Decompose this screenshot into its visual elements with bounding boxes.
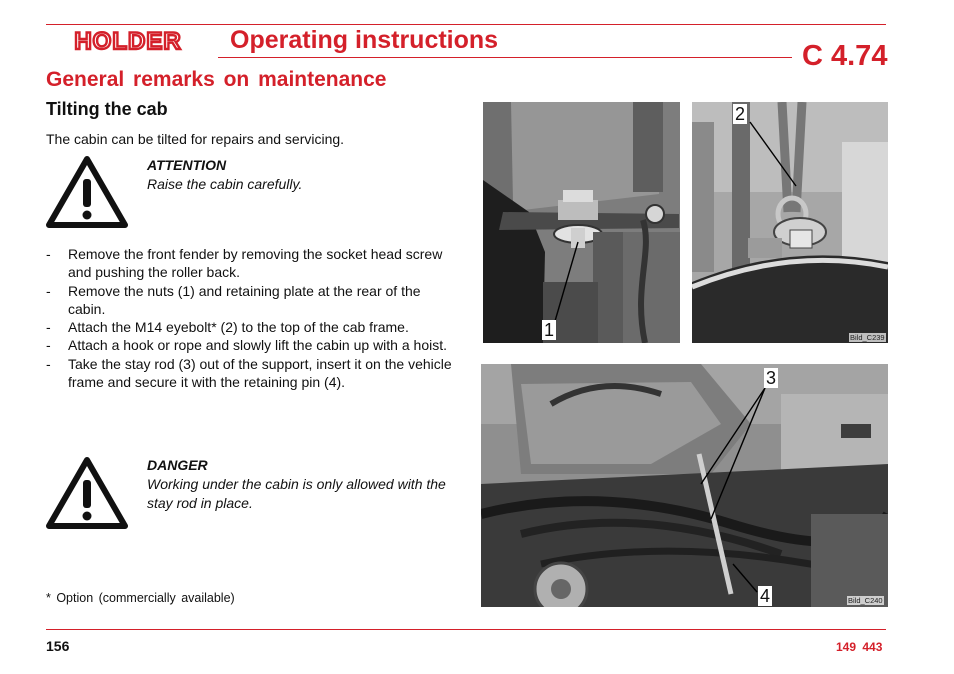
list-item (46, 336, 456, 354)
callout-leader-line (692, 102, 888, 343)
subsection-title: Tilting the cab (46, 99, 168, 119)
step-text: Remove the nuts (1) and retaining plate at the rear of the cabin. (68, 282, 421, 317)
footer-rule (46, 629, 886, 630)
photo-tilted-cab-stay-rod (481, 364, 888, 607)
list-marker: - (46, 282, 51, 299)
attention-heading: ATTENTION (147, 157, 227, 173)
chapter-code: C 4.74 (802, 40, 888, 72)
section-title: General remarks on maintenance (46, 68, 387, 91)
list-marker: - (46, 246, 51, 262)
step-text: Attach a hook or rope and slowly lift the cabin up with a hoist. (68, 337, 447, 354)
document-number: 149 443 (836, 640, 883, 654)
photo-id-label: Bild_C239 (850, 333, 885, 342)
list-item (46, 282, 456, 319)
list-item (46, 355, 456, 392)
danger-heading: DANGER (147, 457, 208, 473)
header-rule-top (46, 24, 886, 25)
callout-leader-line (481, 364, 888, 607)
callout-label: 3 (766, 368, 777, 388)
list-marker: - (46, 319, 51, 336)
attention-text: Raise the cabin carefully. (147, 176, 303, 192)
logo-text: HOLDER (74, 29, 182, 53)
header-rule-bottom (218, 57, 792, 58)
holder-logo (52, 29, 204, 53)
warning-triangle-icon (45, 155, 129, 229)
callout-label: 2 (735, 104, 746, 124)
page-number: 156 (46, 638, 70, 654)
photo-eyebolt (692, 102, 888, 343)
header-title: Operating instructions (230, 26, 499, 54)
callout-label: 4 (760, 586, 771, 606)
list-item (46, 245, 456, 282)
list-marker: - (46, 337, 51, 354)
step-text: Take the stay rod (3) out of the support, insert it on the vehicle frame and secure it with the retaining pin (4). (68, 355, 452, 391)
maintenance-steps (46, 245, 456, 391)
footnote: * Option (commercially available) (46, 591, 235, 605)
step-text: Remove the front fender by removing the socket head screw and pushing the roller back. (68, 246, 443, 281)
intro-text: The cabin can be tilted for repairs and servicing. (46, 131, 345, 147)
callout-label: 1 (544, 320, 555, 340)
photo-id-label: Bild_C240 (848, 596, 883, 605)
warning-triangle-icon (45, 456, 129, 530)
list-marker: - (46, 355, 51, 372)
callout-leader-line (483, 102, 680, 343)
photo-cab-mount-nut (483, 102, 680, 343)
step-text: Attach the M14 eyebolt* (2) to the top of the cab frame. (68, 319, 409, 336)
danger-text: Working under the cabin is only allowed with the stay rod in place. (147, 476, 446, 511)
list-item (46, 318, 456, 336)
